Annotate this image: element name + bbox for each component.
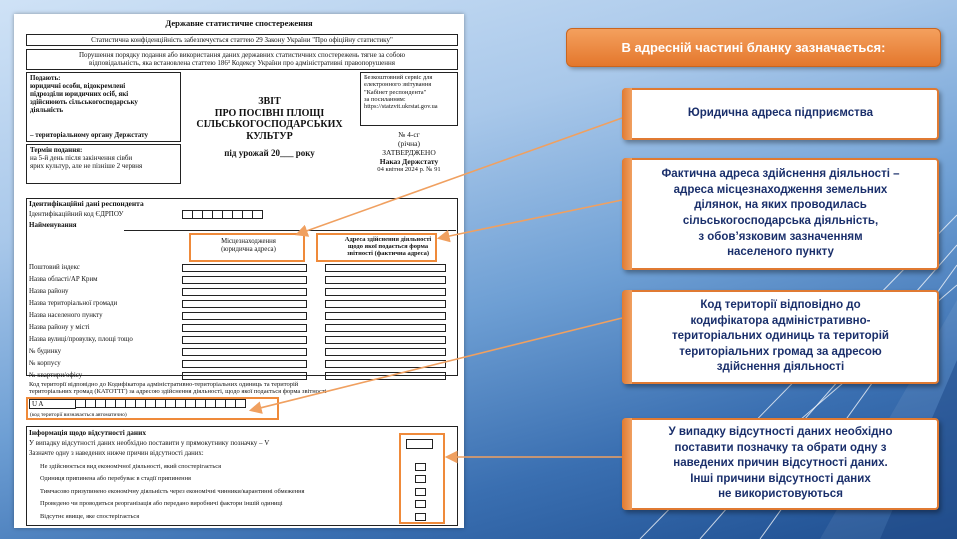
reason-label: Проведено чи проводиться реорганізація або передано виробничі фактори іншій одиниці	[40, 500, 283, 508]
legal-address-highlight	[189, 233, 305, 262]
callout-absence-line: наведених причин відсутності даних.	[673, 457, 888, 470]
callout-actual-line: населеного пункту	[727, 246, 834, 259]
address-rows	[29, 262, 133, 382]
deadline-line: на 5-й день після закінчення сівби	[30, 154, 133, 163]
code-note: (код території визначається автоматично)	[30, 412, 127, 418]
choose-text: Зазначте одну з наведених нижче причин відсутності даних:	[29, 450, 204, 457]
actual-address-highlight	[316, 233, 437, 262]
reason-label: Тимчасово призупинено економічну діяльність через економічні чинники/карантинні обмеження	[40, 487, 305, 495]
actual-address-field[interactable]	[325, 288, 446, 296]
report-line: ПРО ПОСІВНІ ПЛОЩІ	[214, 107, 325, 119]
service-line: "Кабінет респондента"	[364, 88, 427, 96]
katottg-line: територіальних громад (КАТОТТГ) за адресою здійснення діяльності, щодо якої подається форма звітності	[29, 388, 327, 396]
legal-address-field[interactable]	[182, 276, 307, 284]
form-approval	[360, 130, 458, 174]
violation-line-1: Порушення порядку подання або використання даних державних статистичних спостережень тягне за собою	[78, 51, 406, 59]
service-box	[360, 72, 458, 126]
submit-to: – територіальному органу Держстату	[30, 131, 149, 140]
actual-address-field[interactable]	[325, 360, 446, 368]
report-line: КУЛЬТУР	[246, 130, 293, 142]
harvest-year: під урожай 20___ року	[224, 148, 315, 158]
actual-address-field[interactable]	[325, 324, 446, 332]
callout-code-line: територіальних громад за адресою	[679, 345, 882, 358]
legal-address-field[interactable]	[182, 336, 307, 344]
service-line: за посиланням:	[364, 96, 406, 104]
report-line: СІЛЬСЬКОГОСПОДАРСЬКИХ	[196, 119, 343, 130]
report-line: ЗВІТ	[258, 96, 281, 107]
legal-address-field[interactable]	[182, 264, 307, 272]
address-row-label: Назва територіальної громади	[29, 300, 118, 307]
violation-line-2: відповідальність, яка встановлена статтею 186³ Кодексу України про адміністративні правопорушення	[89, 59, 395, 68]
absence-reasons	[40, 461, 305, 523]
legal-address-field[interactable]	[182, 348, 307, 356]
address-row-label: Назва населеного пункту	[29, 312, 103, 319]
actual-address-field[interactable]	[325, 336, 446, 344]
legal-address-field[interactable]	[182, 288, 307, 296]
actual-address-field[interactable]	[325, 312, 446, 320]
absence-mark-text: У випадку відсутності даних необхідно поставити у прямокутнику позначку – V	[29, 439, 270, 447]
header-title: В адресній частині бланку зазначається:	[621, 40, 886, 55]
callout-actual-line: Фактична адреса здійснення діяльності –	[661, 168, 900, 181]
callout-actual-line: з обов’язковим зазначенням	[698, 230, 863, 243]
deadline-title: Термін подання:	[30, 146, 83, 154]
confidential-text: Статистична конфіденційність забезпечується статтею 29 Закону України "Про офіційну статистику"	[91, 36, 393, 44]
order-date: 04 квітня 2024 р. № 91	[377, 166, 441, 173]
submit-line: підрозділи юридичних осіб, які	[30, 90, 129, 99]
form-title: Державне статистичне спостереження	[165, 18, 313, 28]
col-legal-line: (юридична адреса)	[221, 245, 276, 253]
legal-address-field[interactable]	[182, 372, 307, 380]
callout-absence-line: У випадку відсутності даних необхідно	[668, 426, 893, 439]
submit-line: здійснюють сільськогосподарську	[30, 98, 138, 107]
edrpou-label: Ідентифікаційний код ЄДРПОУ	[29, 210, 124, 218]
confidential-box	[26, 34, 458, 46]
actual-address-field[interactable]	[325, 264, 446, 272]
actual-address-field[interactable]	[325, 372, 446, 380]
col-actual-line: Адреса здійснення діяльності	[344, 236, 432, 243]
katottg-highlight	[26, 397, 279, 420]
address-row-label: Поштовий індекс	[29, 264, 80, 271]
address-row-label: Назва району у місті	[29, 324, 90, 331]
callout-code-line: територіальних одиниць та територій	[672, 330, 889, 343]
service-line: Безкоштовний сервіс для	[364, 74, 433, 81]
address-row-label: Назва району	[29, 288, 69, 295]
actual-address-field[interactable]	[325, 348, 446, 356]
callout-actual-line: адреса місцезнаходження земельних	[673, 183, 888, 196]
absence-title: Інформація щодо відсутності даних	[29, 428, 146, 437]
col-legal-line: Місцезнаходження	[221, 238, 276, 245]
actual-address-field[interactable]	[325, 276, 446, 284]
legal-address-field[interactable]	[182, 324, 307, 332]
submit-line: юридичні особи, відокремлені	[30, 82, 126, 91]
address-row-label: № квартири/офісу	[29, 372, 83, 379]
katottg-text	[29, 381, 327, 396]
callout-absence-line: поставити позначку та обрати одну з	[674, 441, 887, 454]
submit-title: Подають:	[30, 74, 61, 82]
katottg-line: Код території відповідно до Кодифікатора адміністративно-територіальних одиниць та територій	[29, 381, 299, 388]
respondent-title: Ідентифікаційні дані респондента	[29, 199, 144, 208]
callout-absence-line: Інші причини відсутності даних	[690, 472, 871, 485]
submit-line: діяльність	[30, 106, 64, 115]
statistical-form	[14, 14, 464, 528]
header-banner	[566, 28, 941, 67]
callout-actual-address	[622, 158, 939, 270]
deadline-box	[26, 144, 181, 184]
service-line: електронного звітування	[364, 81, 432, 89]
callout-code-line: здійснення діяльності	[716, 361, 845, 374]
reason-label: Не здійснюється вид економічної діяльності, який спостерігається	[40, 463, 222, 470]
katottg-country-code: U A	[29, 399, 76, 409]
callout-actual-line: сільськогосподарська діяльність,	[682, 215, 879, 227]
legal-address-field[interactable]	[182, 312, 307, 320]
violation-box	[26, 49, 458, 70]
actual-address-field[interactable]	[325, 300, 446, 308]
address-row-label: № корпусу	[29, 360, 61, 367]
name-label: Найменування	[29, 221, 77, 229]
callout-code-line: Код території відповідно до	[700, 299, 861, 312]
address-row-label: Назва вулиці/провулку, площі тощо	[29, 336, 133, 343]
callout-legal-text: Юридична адреса підприємства	[687, 107, 874, 120]
callout-legal-address	[622, 88, 939, 140]
address-row-label: № будинку	[29, 348, 62, 355]
reason-label: Одиниця припинена або перебуває в стадії припинення	[40, 475, 191, 483]
callout-absence-line: не використовуються	[718, 488, 843, 501]
absence-highlight	[399, 433, 445, 524]
legal-address-field[interactable]	[182, 300, 307, 308]
callout-territory-code	[622, 290, 939, 384]
submitters-box	[26, 72, 181, 142]
callout-actual-line: ділянок, на яких проводилась	[694, 199, 867, 212]
edrpou-cells[interactable]	[182, 210, 262, 219]
service-line: https://statzvit.ukrstat.gov.ua	[364, 103, 438, 111]
callout-data-absence	[622, 418, 939, 510]
col-actual-line: щодо якої подається форма	[347, 243, 429, 251]
report-title	[182, 96, 357, 158]
approved-label: ЗАТВЕРДЖЕНО	[382, 148, 436, 157]
arrow-actual	[440, 200, 622, 238]
form-number: № 4-сг	[398, 130, 420, 139]
reason-label: Відсутнє явище, яке спостерігається	[40, 512, 140, 520]
callout-code-line: кодифікатора адміністративно-	[690, 314, 871, 327]
legal-address-field[interactable]	[182, 360, 307, 368]
order-label: Наказ Держстату	[379, 157, 439, 166]
name-line[interactable]	[124, 230, 456, 231]
form-period: (річна)	[398, 139, 420, 148]
col-actual-line: звітності (фактична адреса)	[346, 250, 429, 258]
address-row-label: Назва області/АР Крим	[29, 276, 98, 283]
deadline-line: ярих культур, але не пізніше 2 червня	[30, 162, 143, 171]
